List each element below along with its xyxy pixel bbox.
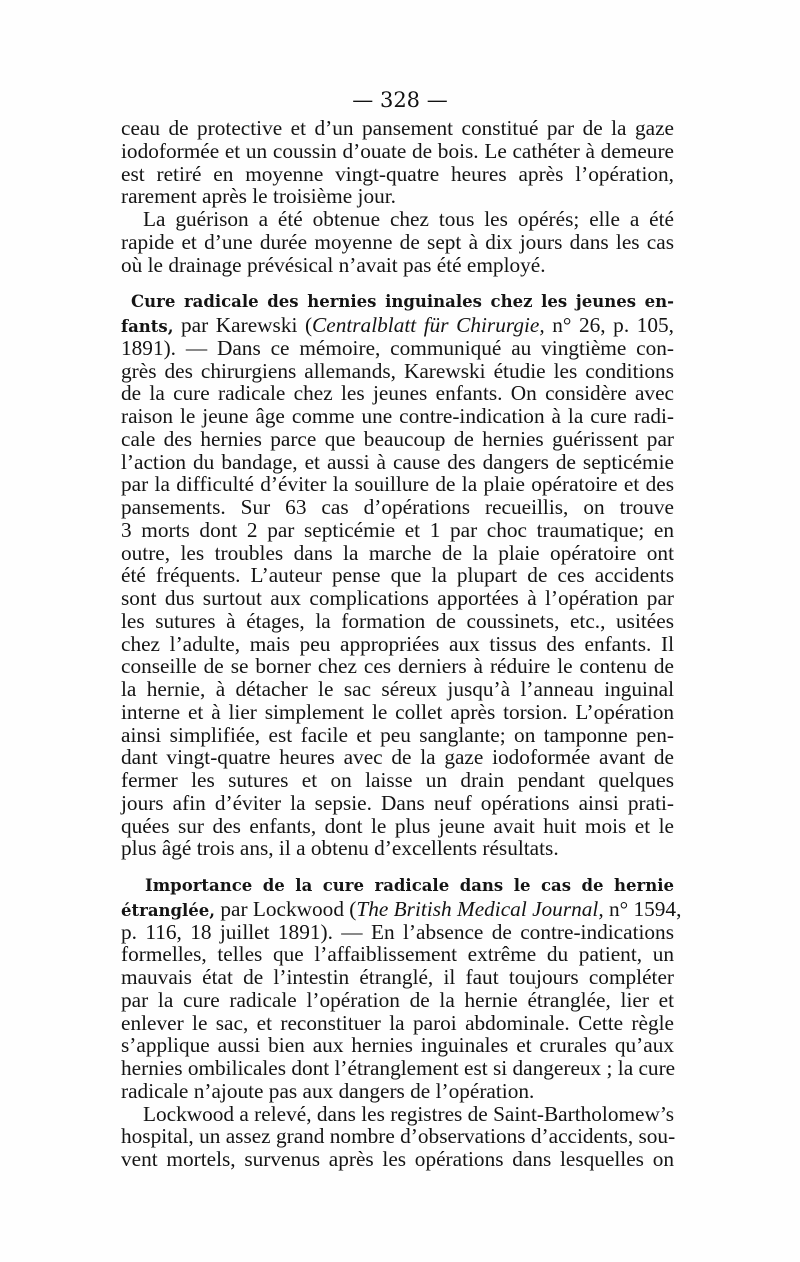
text-line: la hernie, à détacher le sac séreux jusqu’à l’anneau inguinal — [121, 677, 674, 701]
text-line: dant vingt-quatre heures avec de la gaze iodoformée avant de — [121, 745, 674, 770]
text-line: formelles, telles que l’affaiblissement extrême du patient, un — [121, 942, 674, 967]
text-line: ceau de protective et d’un pansement constitué par de la gaze — [121, 116, 674, 140]
text-line: chez l’adulte, mais peu appropriées aux tissus des enfants. Il — [121, 631, 674, 656]
text-line: quées sur des enfants, dont le plus jeune avait huit mois et le — [121, 813, 674, 838]
text-line: enlever le sac, et reconstituer la paroi abdominale. Cette règle — [121, 1010, 674, 1035]
text-line: par la cure radicale l’opération de la hernie étranglée, lier et — [121, 987, 674, 1012]
paragraph — [121, 1103, 674, 1171]
text-line: hospital, un assez grand nombre d’observations d’accidents, sou- — [121, 1124, 676, 1149]
page-number: — 328 — — [352, 88, 448, 112]
section-heading: Importance de la cure radicale dans le cas de hernie — [145, 876, 674, 895]
text-line: fermer les sutures et on laisse un drain pendant quelques — [121, 768, 674, 792]
text-line: conseille de se borner chez ces derniers à réduire le contenu de — [121, 654, 674, 679]
text-line: rapide et d’une durée moyenne de sept à dix jours dans les cas — [121, 229, 674, 254]
text-line: raison le jeune âge comme une contre-indication à la cure radi- — [121, 404, 674, 428]
section-heading-end: fants, — [121, 317, 174, 336]
section-heading: Cure radicale des hernies inguinales chez les jeunes en- — [131, 292, 674, 312]
text-line: vent mortels, survenus après les opérations dans lesquelles on — [121, 1147, 674, 1171]
text-line: interne et à lier simplement le collet après torsion. L’opération — [121, 699, 674, 724]
journal-title: The British Medical Journal, — [356, 896, 604, 921]
text-line: s’applique aussi bien aux hernies inguinales et crurales qu’aux — [121, 1033, 674, 1058]
text-line: de la cure radicale chez les jeunes enfants. On considère avec — [121, 381, 674, 406]
text-line: par la difficulté d’éviter la souillure de la plaie opératoire et des — [121, 472, 674, 497]
text-line: l’action du bandage, et aussi à cause des dangers de septicémie — [121, 449, 674, 474]
text-line: étranglée, par Lockwood (The British Medical Journal, n° 1594, — [121, 896, 682, 921]
text-line: 3 morts dont 2 par septicémie et 1 par choc traumatique; en — [121, 517, 674, 542]
text-line: grès des chirurgiens allemands, Karewski étudie les conditions — [121, 358, 674, 383]
text-line: outre, les troubles dans la marche de la plaie opératoire ont — [121, 540, 674, 565]
text-line: mauvais état de l’intestin étranglé, il faut toujours compléter — [121, 965, 674, 989]
text-line: été fréquents. L’auteur pense que la plupart de ces accidents — [121, 563, 674, 588]
paragraph — [121, 208, 674, 276]
text-line: où le drainage prévésical n’avait pas été employé. — [121, 252, 546, 277]
text-line: rarement après le troisième jour. — [121, 184, 396, 209]
text-line: p. 116, 18 juillet 1891). — En l’absence de contre-indications — [121, 919, 674, 944]
text-line: Lockwood a relevé, dans les registres de Saint-Bartholomew’s — [143, 1101, 675, 1126]
text-line: iodoformée et un coussin d’ouate de bois. Le cathéter à demeure — [121, 138, 674, 163]
paragraph — [121, 117, 674, 208]
text-line: pansements. Sur 63 cas d’opérations recueillis, on trouve — [121, 495, 674, 519]
text-line: cale des hernies parce que beaucoup de hernies guérissent par — [121, 426, 674, 451]
text-line: est retiré en moyenne vingt-quatre heures après l’opération, — [121, 161, 674, 186]
page-body — [121, 116, 682, 1171]
section-heading-end: étranglée, — [121, 900, 216, 920]
text-line: sont dus surtout aux complications apportées à l’opération par — [121, 586, 674, 610]
text-line: 1891). — Dans ce mémoire, communiqué au vingtième con- — [121, 335, 674, 360]
section-cure-radicale-enfants — [121, 291, 674, 860]
text-line: les sutures à étages, la formation de coussinets, etc., usitées — [121, 608, 674, 633]
text-line: ainsi simplifiée, est facile et peu sanglante; on tamponne pen- — [121, 722, 674, 747]
journal-title: Centralblatt für Chirurgie, — [312, 313, 545, 337]
text-line: La guérison a été obtenue chez tous les opérés; elle a été — [143, 207, 674, 231]
text-line: jours afin d’éviter la sepsie. Dans neuf opérations ainsi prati- — [121, 790, 674, 815]
text-line: plus âgé trois ans, il a obtenu d’excellents résultats. — [121, 836, 559, 861]
text-line: fants, par Karewski (Centralblatt für Chirurgie, n° 26, p. 105, — [121, 313, 674, 337]
section-hernie-etranglee — [121, 875, 682, 1103]
text-line: radicale n’ajoute pas aux dangers de l’opération. — [121, 1078, 535, 1103]
text-line: hernies ombilicales dont l’étranglement est si dangereux ; la cure — [121, 1056, 676, 1080]
